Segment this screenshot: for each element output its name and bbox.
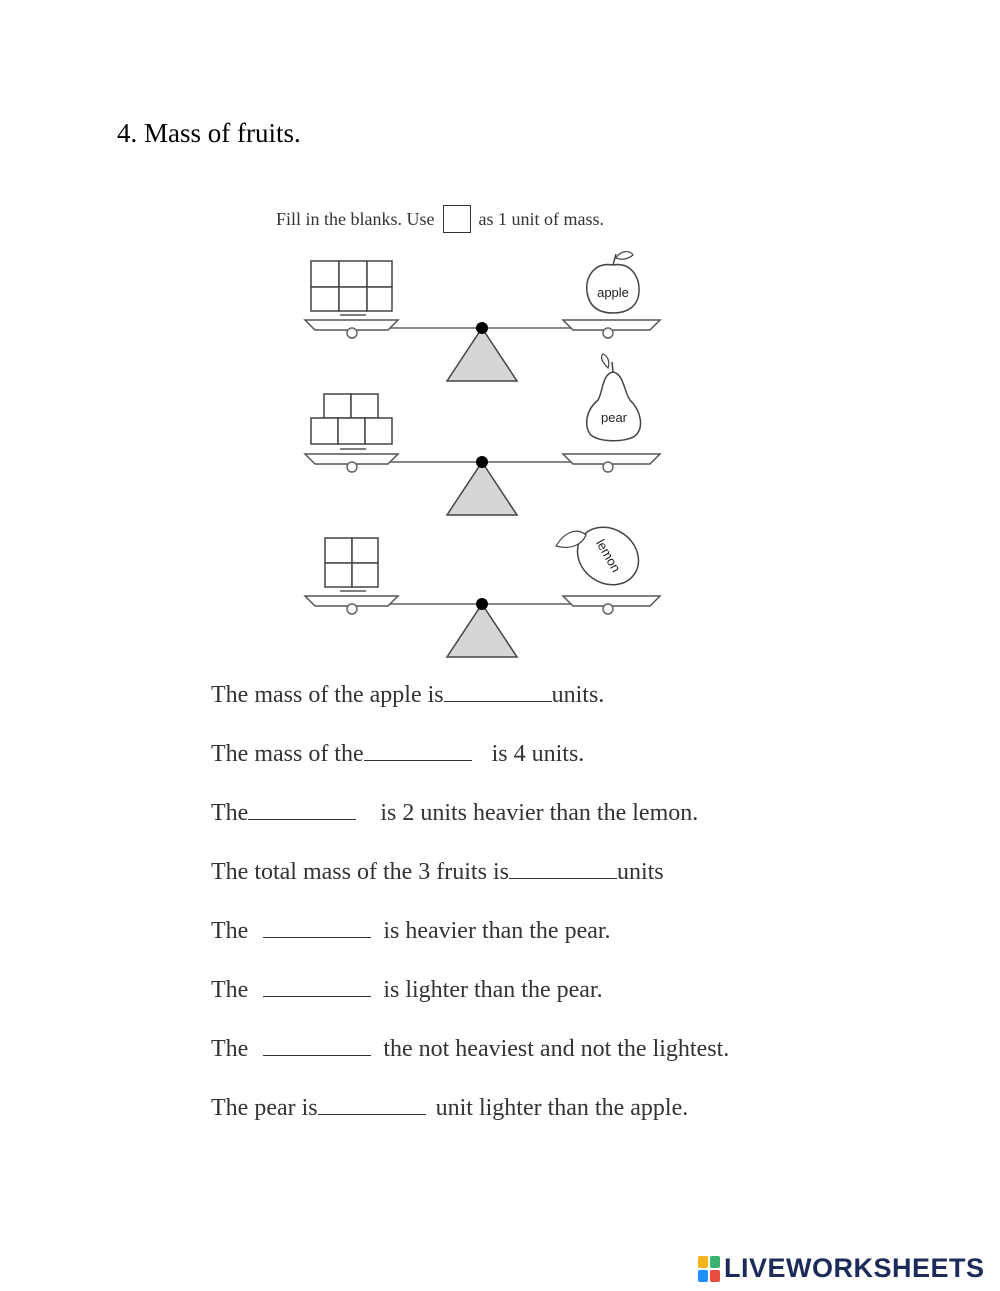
- answer-blank-3[interactable]: [248, 799, 356, 820]
- lemon-icon: [556, 516, 650, 597]
- pear-icon: [587, 354, 641, 441]
- apple-icon: [587, 252, 639, 313]
- question-7: The the not heaviest and not the lightest.: [211, 1036, 730, 1062]
- unit-blocks-lemon: [325, 538, 378, 587]
- unit-blocks-pear: [311, 394, 392, 444]
- answer-blank-8[interactable]: [318, 1094, 426, 1115]
- question-4: The total mass of the 3 fruits is units: [211, 859, 664, 885]
- answer-blank-6[interactable]: [263, 976, 371, 997]
- instruction-after: as 1 unit of mass.: [478, 209, 604, 230]
- instruction-before: Fill in the blanks. Use: [276, 209, 435, 230]
- scale-lemon: [305, 516, 660, 657]
- pear-label: pear: [600, 410, 628, 425]
- question-2: The mass of the is 4 units.: [211, 741, 585, 767]
- unit-blocks-apple: [311, 261, 392, 311]
- question-1: The mass of the apple is units.: [211, 682, 605, 708]
- answer-blank-1[interactable]: [444, 681, 552, 702]
- question-5: The is heavier than the pear.: [211, 918, 611, 944]
- question-3: The is 2 units heavier than the lemon.: [211, 800, 699, 826]
- question-8: The pear is unit lighter than the apple.: [211, 1095, 689, 1121]
- page-title: 4. Mass of fruits.: [117, 118, 301, 148]
- logo-mark-icon: [698, 1256, 720, 1282]
- answer-blank-7[interactable]: [263, 1035, 371, 1056]
- answer-blank-4[interactable]: [509, 858, 617, 879]
- answer-blank-5[interactable]: [263, 917, 371, 938]
- apple-label: apple: [597, 285, 629, 300]
- lemon-label: lemon: [593, 536, 624, 575]
- logo-text: LIVEWORKSHEETS: [724, 1253, 985, 1283]
- liveworksheets-logo: [698, 1253, 985, 1284]
- answer-blank-2[interactable]: [364, 740, 472, 761]
- question-6: The is lighter than the pear.: [211, 977, 603, 1003]
